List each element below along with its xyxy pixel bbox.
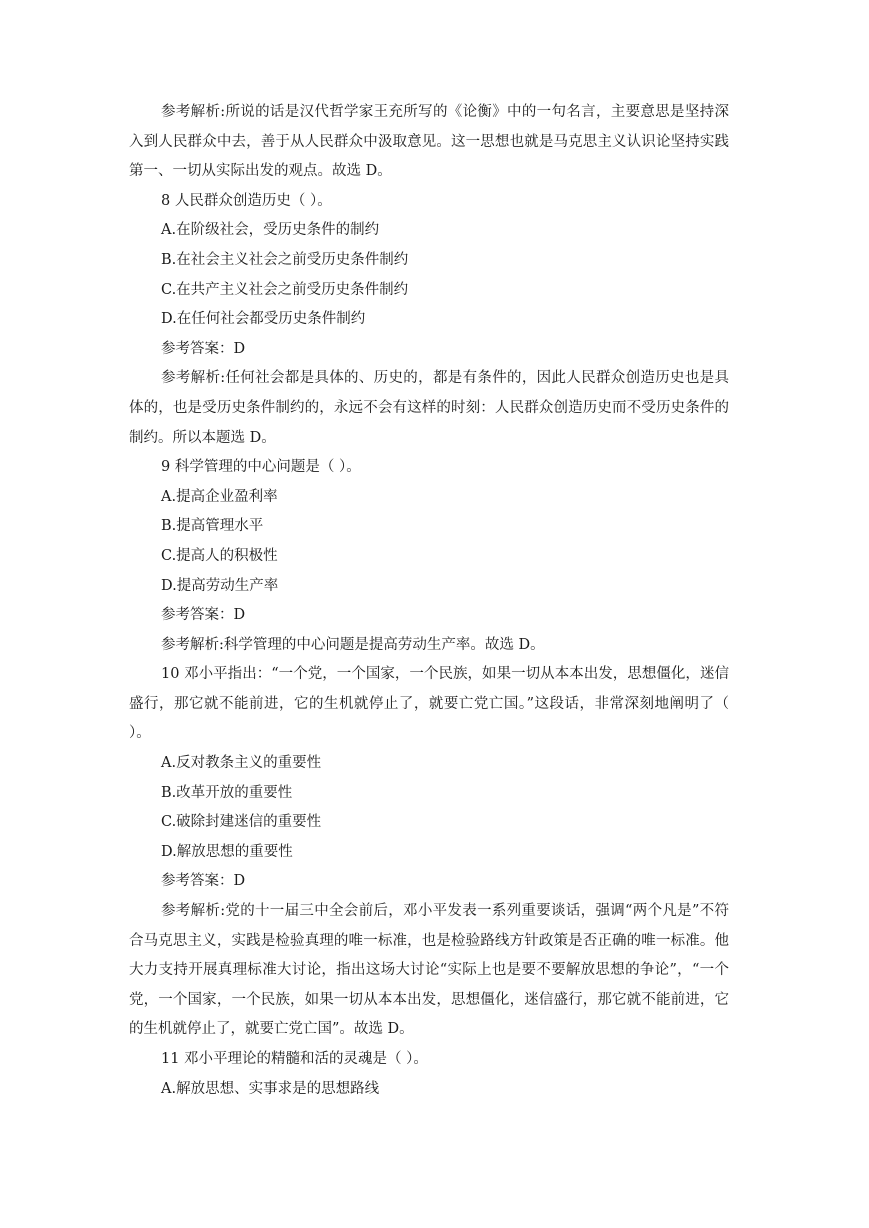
option-c: C.破除封建迷信的重要性: [161, 814, 322, 831]
option-a: A.解放思想、实事求是的思想路线: [161, 1080, 380, 1097]
option-b: B.提高管理水平: [161, 518, 264, 535]
answer: 参考答案：D: [161, 873, 246, 890]
option-d: D.在任何社会都受历史条件制约: [161, 311, 366, 328]
explanation-paragraph: 参考解析:科学管理的中心问题是提高劳动生产率。故选 D。: [161, 636, 545, 653]
document-body: [129, 98, 729, 1104]
explanation-paragraph: 参考解析:任何社会都是具体的、历史的，都是有条件的，因此人民群众创造历史也是具体的，也是受历史条件制约的，永远不会有这样的时刻：人民群众创造历史而不受历史条件的制约。所以本题选 D。: [129, 370, 729, 446]
explanation-paragraph: 参考解析:党的十一届三中全会前后，邓小平发表一系列重要谈话，强调“两个凡是”不符合马克思主义，实践是检验真理的唯一标准，也是检验路线方针政策是否正确的唯一标准。他大力支持开展真理标准大讨论，指出这场大讨论“实际上也是要不要解放思想的争论”，“一个党，一个国家，一个民族，如果一切从本本出发，思想僵化，迷信盛行，那它就不能前进，它的生机就停止了，就要亡党亡国”。故选 D。: [129, 903, 729, 1038]
option-d: D.解放思想的重要性: [161, 843, 293, 860]
explanation-paragraph: 参考解析:所说的话是汉代哲学家王充所写的《论衡》中的一句名言，主要意思是坚持深入到人民群众中去，善于从人民群众中汲取意见。这一思想也就是马克思主义认识论坚持实践第一、一切从实际出发的观点。故选 D。: [129, 104, 729, 180]
question-9: 9 科学管理的中心问题是（ ）。: [161, 459, 361, 476]
question-8: 8 人民群众创造历史（ ）。: [161, 192, 332, 209]
option-d: D.提高劳动生产率: [161, 577, 279, 594]
question-11: 11 邓小平理论的精髓和活的灵魂是（ ）。: [161, 1051, 428, 1067]
option-a: A.反对教条主义的重要性: [161, 755, 322, 772]
answer: 参考答案：D: [161, 340, 246, 357]
question-10: 10 邓小平指出：“一个党，一个国家，一个民族，如果一切从本本出发，思想僵化，迷信盛行，那它就不能前进，它的生机就停止了，就要亡党亡国。”这段话，非常深刻地阐明了（ ）。: [129, 666, 729, 742]
option-c: C.提高人的积极性: [161, 547, 278, 564]
option-b: B.改革开放的重要性: [161, 784, 293, 801]
option-a: A.在阶级社会，受历史条件的制约: [161, 222, 380, 239]
option-c: C.在共产主义社会之前受历史条件制约: [161, 281, 409, 298]
option-b: B.在社会主义社会之前受历史条件制约: [161, 251, 409, 268]
answer: 参考答案：D: [161, 607, 246, 624]
option-a: A.提高企业盈利率: [161, 488, 278, 505]
